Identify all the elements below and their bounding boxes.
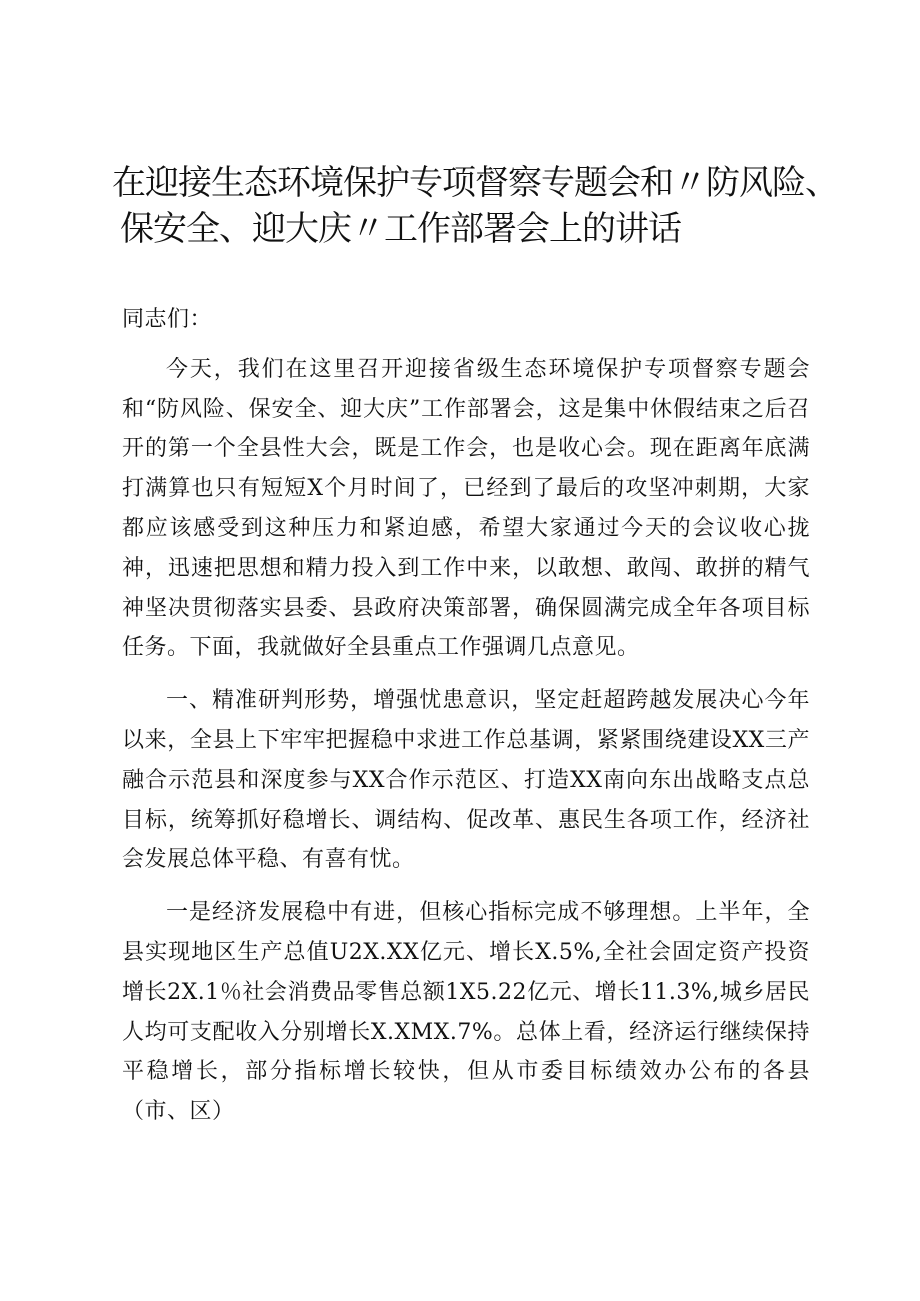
paragraph-economy: 一是经济发展稳中有进，但核心指标完成不够理想。上半年，全县实现地区生产总值U2X.XX亿元、增长X.5%,全社会固定资产投资增长2X.1％社会消费品零售总额1X5.22亿元、增长11.3%,城乡居民人均可支配收入分别增长X.XMX.7%。总体上看，经济运行继续保持平稳增长，部分指标增长较快，但从市委目标绩效办公布的各县（市、区） <box>122 900 810 1125</box>
document-body <box>122 300 810 1145</box>
paragraph-opening: 今天，我们在这里召开迎接省级生态环境保护专项督察专题会和“防风险、保安全、迎大庆”工作部署会，这是集中休假结束之后召开的第一个全县性大会，既是工作会，也是收心会。现在距离年底满打满算也只有短短X个月时间了，已经到了最后的攻坚冲刺期，大家都应该感受到这种压力和紧迫感，希望大家通过今天的会议收心拢神，迅速把思想和精力投入到工作中来，以敢想、敢闯、敢拼的精气神坚决贯彻落实县委、县政府决策部署，确保圆满完成全年各项目标任务。下面，我就做好全县重点工作强调几点意见。 <box>122 356 810 661</box>
salutation: 同志们： <box>122 307 213 332</box>
paragraph-section-one: 一、精准研判形势，增强忧患意识，坚定赶超跨越发展决心今年以来，全县上下牢牢把握稳中求进工作总基调，紧紧围绕建设XX三产融合示范县和深度参与XX合作示范区、打造XX南向东出战略支点总目标，统筹抓好稳增长、调结构、促改革、惠民生各项工作，经济社会发展总体平稳、有喜有忧。 <box>122 688 810 873</box>
title-line-1: 在迎接生态环境保护专项督察专题会和〃防风险、 <box>112 163 838 203</box>
document-title <box>112 160 838 252</box>
title-line-2: 保安全、迎大庆〃工作部署会上的讲话 <box>120 209 681 249</box>
